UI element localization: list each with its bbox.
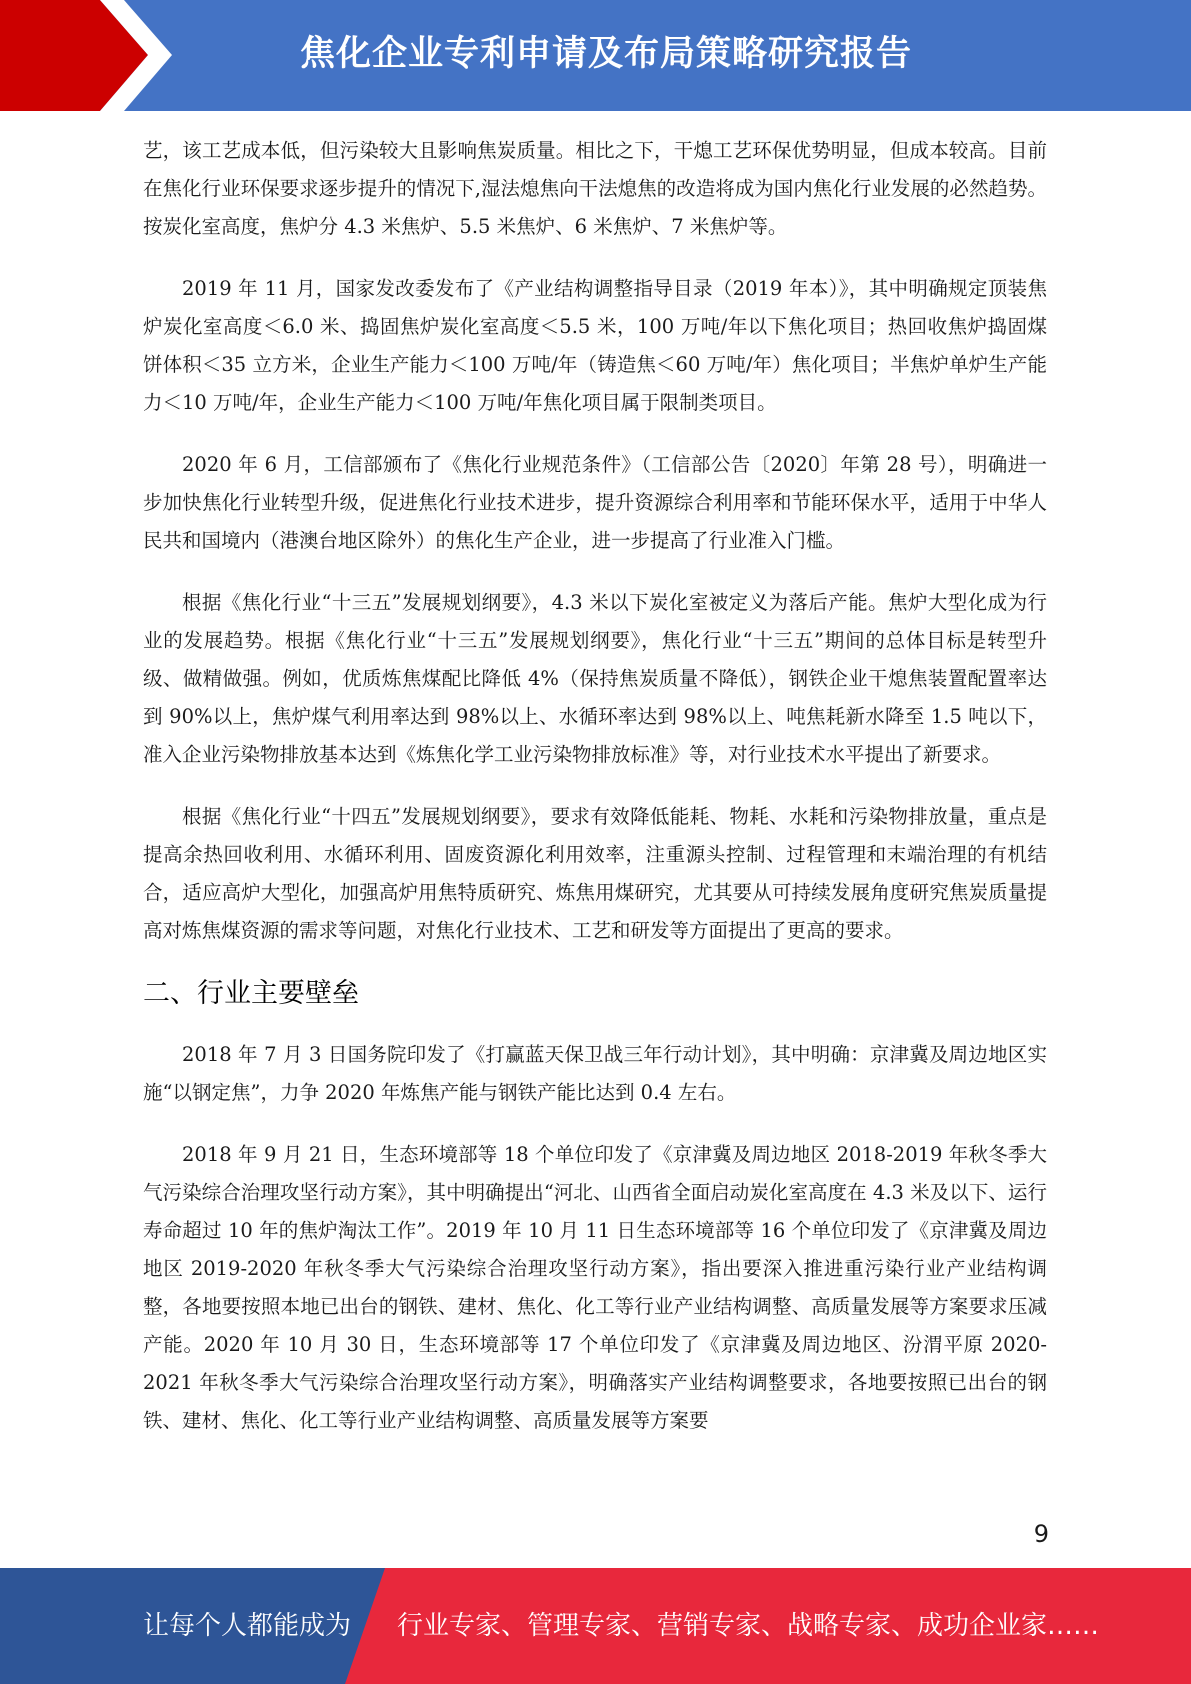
paragraph: 2018 年 7 月 3 日国务院印发了《打赢蓝天保卫战三年行动计划》，其中明确：京津冀及周边地区实施“以钢定焦”，力争 2020 年炼焦产能与钢铁产能比达到 0.4 左右。 [143,1043,1047,1104]
page-footer [0,1568,1191,1684]
page-number: 9 [1033,1520,1049,1548]
header-title: 焦化企业专利申请及布局策略研究报告 [300,34,913,74]
footer-slogan-right: 行业专家、管理专家、营销专家、战略专家、成功企业家…… [397,1611,1100,1641]
paragraph: 2018 年 9 月 21 日，生态环境部等 18 个单位印发了《京津冀及周边地区 2018-2019 年秋冬季大气污染综合治理攻坚行动方案》，其中明确提出“河北、山西省全面启动炭化室高度在 4.3 米及以下、运行寿命超过 10 年的焦炉淘汰工作”。2019 年 10 月 11 日生态环境部等 16 个单位印发了《京津冀及周边地区 2019-2020 年秋冬季大气污染综合治理攻坚行动方案》，指出要深入推进重污染行业产业结构调整，各地要按照本地已出台的钢铁、建材、焦化、化工等行业产业结构调整、高质量发展等方案要求压减产能。2020 年 10 月 30 日，生态环境部等 17 个单位印发了《京津冀及周边地区、汾渭平原 2020-2021 年秋冬季大气污染综合治理攻坚行动方案》，明确落实产业结构调整要求，各地要按照已出台的钢铁、建材、焦化、化工等行业产业结构调整、高质量发展等方案要 [143,1143,1047,1432]
page-header [0,0,1191,111]
footer-slogan-left: 让每个人都能成为 [143,1611,352,1641]
paragraph: 根据《焦化行业“十三五”发展规划纲要》，4.3 米以下炭化室被定义为落后产能。焦炉大型化成为行业的发展趋势。根据《焦化行业“十三五”发展规划纲要》，焦化行业“十三五”期间的总体目标是转型升级、做精做强。例如，优质炼焦煤配比降低 4%（保持焦炭质量不降低），钢铁企业干熄焦装置配置率达到 90%以上，焦炉煤气利用率达到 98%以上、水循环率达到 98%以上、吨焦耗新水降至 1.5 吨以下，准入企业污染物排放基本达到《炼焦化学工业污染物排放标准》等，对行业技术水平提出了新要求。 [143,591,1047,766]
paragraph: 根据《焦化行业“十四五”发展规划纲要》，要求有效降低能耗、物耗、水耗和污染物排放量，重点是提高余热回收利用、水循环利用、固废资源化利用效率，注重源头控制、过程管理和末端治理的有机结合，适应高炉大型化，加强高炉用焦特质研究、炼焦用煤研究，尤其要从可持续发展角度研究焦炭质量提高对炼焦煤资源的需求等问题，对焦化行业技术、工艺和研发等方面提出了更高的要求。 [143,805,1047,942]
paragraph-continued: 艺，该工艺成本低，但污染较大且影响焦炭质量。相比之下，干熄工艺环保优势明显，但成本较高。目前在焦化行业环保要求逐步提升的情况下,湿法熄焦向干法熄焦的改造将成为国内焦化行业发展的必然趋势。按炭化室高度，焦炉分 4.3 米焦炉、5.5 米焦炉、6 米焦炉、7 米焦炉等。 [143,139,1047,238]
paragraph: 2019 年 11 月，国家发改委发布了《产业结构调整指导目录（2019 年本）》，其中明确规定顶装焦炉炭化室高度＜6.0 米、捣固焦炉炭化室高度＜5.5 米，100 万吨/年以下焦化项目；热回收焦炉捣固煤饼体积＜35 立方米，企业生产能力＜100 万吨/年（铸造焦＜60 万吨/年）焦化项目；半焦炉单炉生产能力＜10 万吨/年，企业生产能力＜100 万吨/年焦化项目属于限制类项目。 [143,277,1047,414]
section-heading: 二、行业主要壁垒 [143,978,359,1009]
page-content [143,132,1047,1464]
paragraph: 2020 年 6 月，工信部颁布了《焦化行业规范条件》（工信部公告〔2020〕年第 28 号），明确进一步加快焦化行业转型升级，促进焦化行业技术进步，提升资源综合利用率和节能环保水平，适用于中华人民共和国境内（港澳台地区除外）的焦化生产企业，进一步提高了行业准入门槛。 [143,453,1047,552]
